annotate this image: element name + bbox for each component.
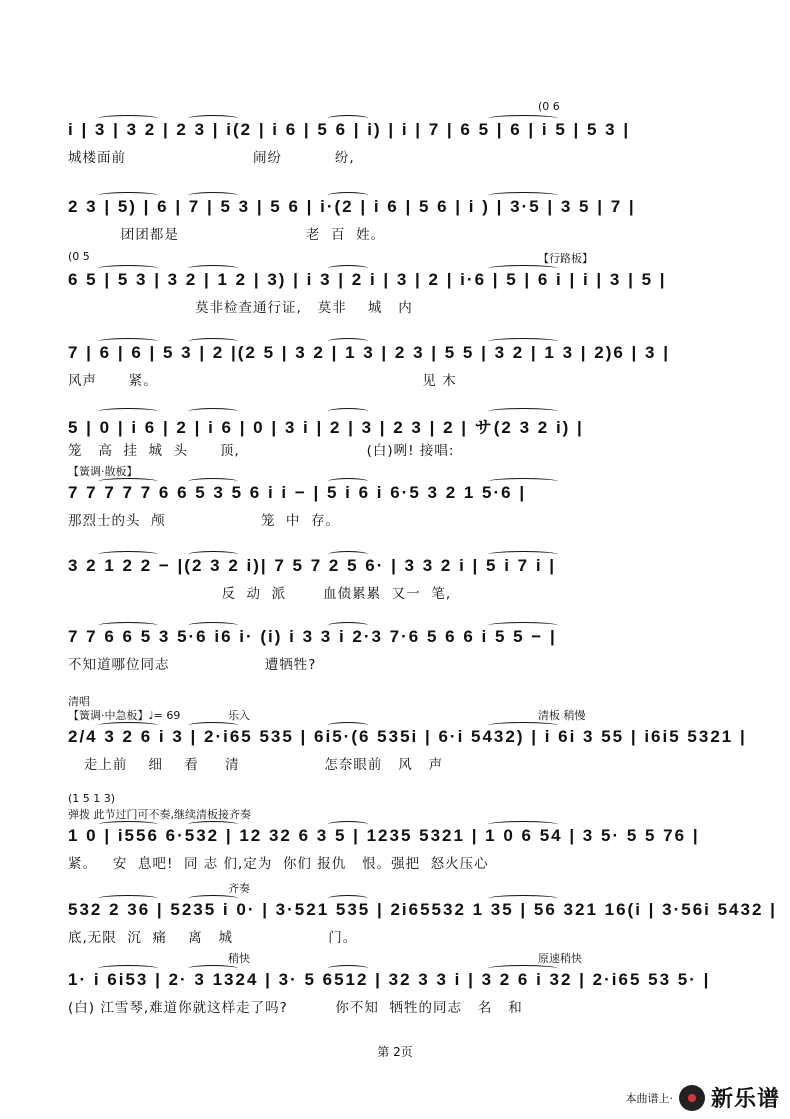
- lyric-line: 团团都是 老 百 姓。: [68, 227, 386, 243]
- slur-mark: [98, 478, 158, 485]
- slur-mark: [188, 338, 238, 345]
- notation-line: 532 2 36 | 5235 i 0· | 3·521 535 | 2i65532 1 35 | 56 321 16(i | 3·56i 5432 |: [68, 900, 777, 919]
- slur-mark: [328, 722, 368, 729]
- lyric-line: 底,无限 沉 痛 离 城 门。: [68, 930, 358, 946]
- slur-mark: [328, 408, 368, 415]
- slur-mark: [188, 192, 238, 199]
- notation-line: 7 7 7 7 7 6 6 5 3 5 6 i i − | 5 i 6 i 6·5 3 2 1 5·6 |: [68, 483, 527, 502]
- score-annotation: 【行路板】: [538, 252, 593, 265]
- slur-mark: [98, 722, 158, 729]
- slur-mark: [188, 551, 238, 558]
- lyric-line: (白) 江雪琴,难道你就这样走了吗? 你不知 牺牲的同志 名 和: [68, 1000, 523, 1016]
- notation-line: 2/4 3 2 6 i 3 | 2·i65 535 | 6i5·(6 535i | 6·i 5432) | i 6i 3 55 | i6i5 5321 |: [68, 727, 747, 746]
- score-annotation: 弹拨 此节过门可不奏,继续清板接齐奏: [68, 808, 251, 821]
- slur-mark: [328, 965, 368, 972]
- slur-mark: [188, 408, 238, 415]
- notation-line: i | 3 | 3 2 | 2 3 | i(2 | i 6 | 5 6 | i) | i | 7 | 6 5 | 6 | i 5 | 5 3 |: [68, 120, 631, 139]
- lyric-line: 反 动 派 血债累累 又一 笔,: [68, 586, 452, 602]
- slur-mark: [188, 965, 238, 972]
- notation-line: 7 7 6 6 5 3 5·6 i6 i· (i) i 3 3 i 2·3 7·6 5 6 6 i 5 5 − |: [68, 627, 557, 646]
- slur-mark: [328, 478, 368, 485]
- lyric-line: 紧。 安 息吧! 同 志 们,定为 你们 报仇 恨。强把 怒火压心: [68, 856, 489, 872]
- score-annotation: 乐入: [228, 709, 250, 722]
- slur-mark: [328, 551, 368, 558]
- slur-mark: [98, 551, 158, 558]
- slur-mark: [488, 622, 558, 629]
- slur-mark: [188, 265, 238, 272]
- lyric-line: 风声 紧。 见 木: [68, 373, 457, 389]
- score-annotation: (0 5: [68, 250, 90, 263]
- notation-line: 7 | 6 | 6 | 5 3 | 2 |(2 5 | 3 2 | 1 3 | 2 3 | 5 5 | 3 2 | 1 3 | 2)6 | 3 |: [68, 343, 670, 362]
- site-logo: [625, 1082, 780, 1113]
- slur-mark: [98, 265, 158, 272]
- slur-mark: [488, 722, 558, 729]
- slur-mark: [488, 895, 558, 902]
- score-annotation: 齐奏: [228, 882, 250, 895]
- slur-mark: [98, 622, 158, 629]
- slur-mark: [328, 821, 368, 828]
- slur-mark: [98, 115, 158, 122]
- slur-mark: [188, 115, 238, 122]
- slur-mark: [98, 338, 158, 345]
- slur-mark: [488, 551, 558, 558]
- slur-mark: [328, 115, 368, 122]
- slur-mark: [188, 895, 238, 902]
- slur-mark: [188, 722, 238, 729]
- slur-mark: [488, 478, 558, 485]
- lyric-line: 不知道哪位同志 遭牺牲?: [68, 657, 317, 673]
- slur-mark: [98, 821, 158, 828]
- slur-mark: [328, 192, 368, 199]
- slur-mark: [98, 895, 158, 902]
- score-annotation: 原速稍快: [538, 952, 582, 965]
- notation-line: 5 | 0 | i 6 | 2 | i 6 | 0 | 3 i | 2 | 3 | 2 3 | 2 | サ(2 3 2 i) |: [68, 418, 584, 437]
- score-annotation: (0 6: [538, 100, 560, 113]
- slur-mark: [488, 192, 558, 199]
- slur-mark: [488, 965, 558, 972]
- lyric-line: 走上前 细 看 清 怎奈眼前 风 声: [68, 757, 444, 773]
- lyric-line: 城楼面前 闹纷 纷,: [68, 150, 355, 166]
- slur-mark: [488, 408, 558, 415]
- score-annotation: 【簧调·中急板】♩= 69: [68, 709, 181, 722]
- lyric-line: 笼 高 挂 城 头 顶, (白)咧! 接唱:: [68, 443, 455, 459]
- score-annotation: (1 5 1 3): [68, 792, 116, 805]
- slur-mark: [488, 821, 558, 828]
- lyric-line: 莫非检查通行证, 莫非 城 内: [68, 300, 413, 316]
- slur-mark: [98, 408, 158, 415]
- slur-mark: [188, 821, 238, 828]
- notation-line: 2 3 | 5) | 6 | 7 | 5 3 | 5 6 | i·(2 | i 6 | 5 6 | i ) | 3·5 | 3 5 | 7 |: [68, 197, 636, 216]
- score-annotation: 稍快: [228, 952, 250, 965]
- score-annotation: 清唱: [68, 695, 90, 708]
- slur-mark: [488, 338, 558, 345]
- slur-mark: [488, 265, 558, 272]
- slur-mark: [328, 622, 368, 629]
- slur-mark: [98, 965, 158, 972]
- score-annotation: 清板 稍慢: [538, 709, 586, 722]
- lyric-line: 那烈士的头 颅 笼 中 存。: [68, 513, 340, 529]
- slur-mark: [328, 265, 368, 272]
- slur-mark: [328, 895, 368, 902]
- notation-line: 1 0 | i556 6·532 | 12 32 6 3 5 | 1235 5321 | 1 0 6 54 | 3 5· 5 5 76 |: [68, 826, 700, 845]
- record-disc-icon: [679, 1085, 705, 1111]
- page-number: 第 2页: [377, 1045, 413, 1059]
- score-annotation: 【簧调·散板】: [68, 465, 138, 478]
- slur-mark: [328, 338, 368, 345]
- slur-mark: [488, 115, 558, 122]
- notation-line: 1· i 6i53 | 2· 3 1324 | 3· 5 6512 | 32 3 3 i | 3 2 6 i 32 | 2·i65 53 5· |: [68, 970, 711, 989]
- slur-mark: [188, 622, 238, 629]
- slur-mark: [98, 192, 158, 199]
- slur-mark: [188, 478, 238, 485]
- notation-line: 3 2 1 2 2 − |(2 3 2 i)| 7 5 7 2 5 6· | 3 3 2 i | 5 i 7 i |: [68, 556, 557, 575]
- notation-line: 6 5 | 5 3 | 3 2 | 1 2 | 3) | i 3 | 2 i | 3 | 2 | i·6 | 5 | 6 i | i | 3 | 5 |: [68, 270, 667, 289]
- credit-text: 本曲谱上·: [625, 1091, 673, 1105]
- brand-name: 新乐谱: [710, 1087, 780, 1112]
